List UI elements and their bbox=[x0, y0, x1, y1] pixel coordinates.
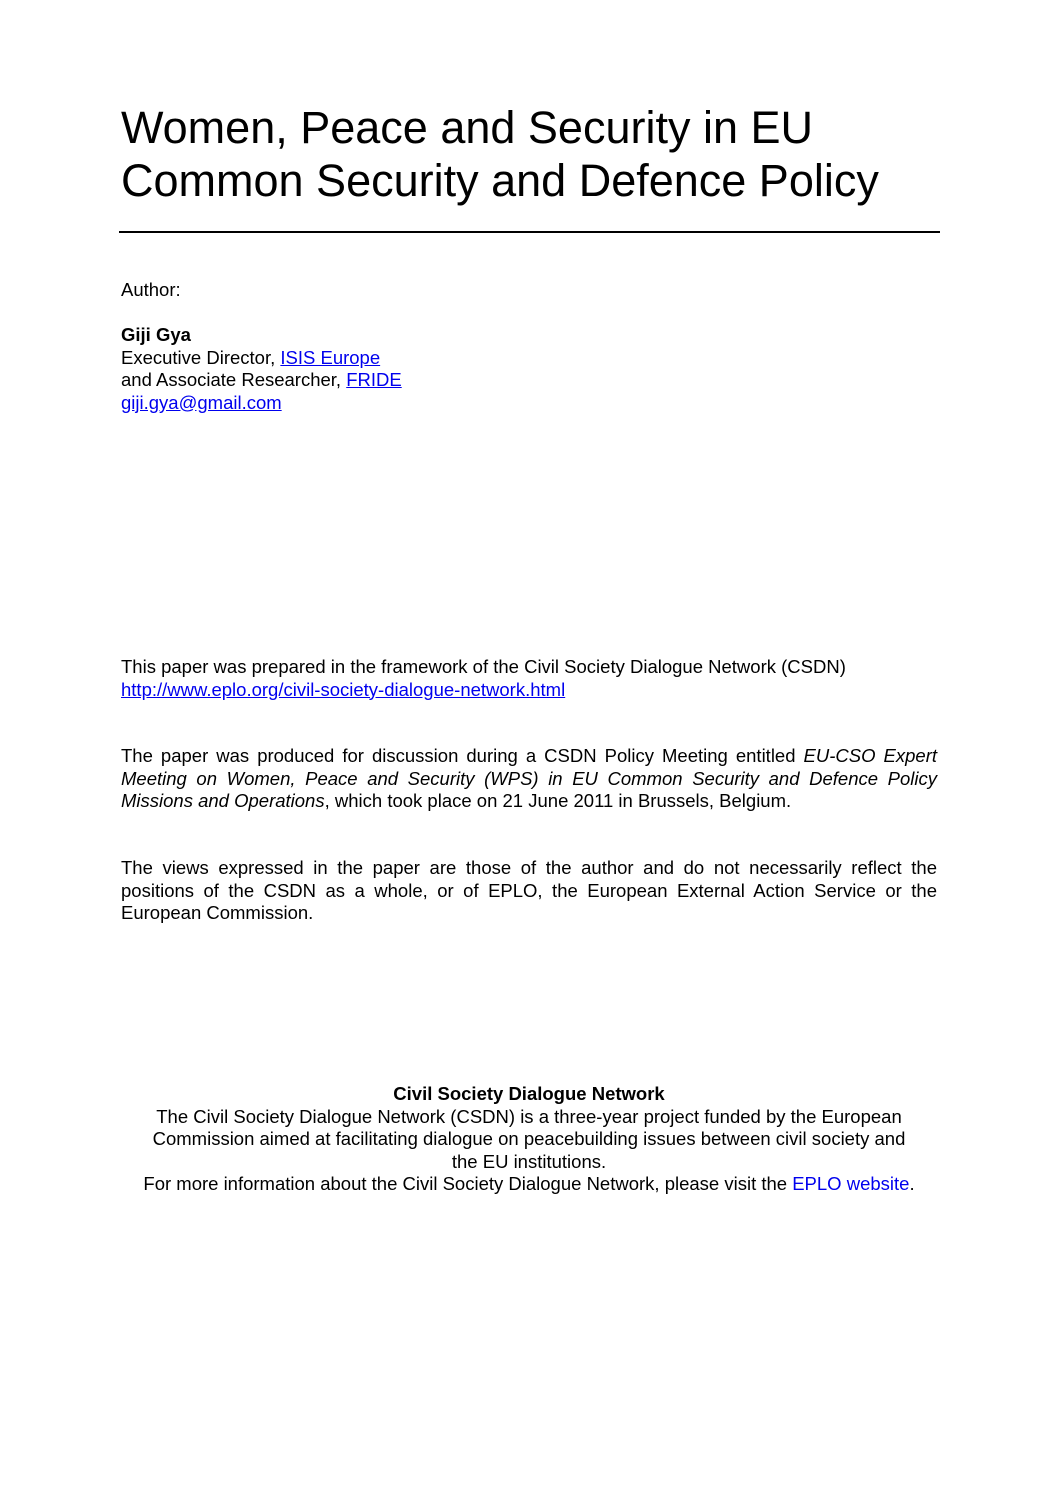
meeting-text-before: The paper was produced for discussion during a CSDN Policy Meeting entitled bbox=[121, 745, 804, 766]
author-role-2 bbox=[121, 369, 937, 392]
title-line-2: Common Security and Defence Policy bbox=[121, 155, 879, 206]
author-block bbox=[121, 324, 937, 414]
csdn-heading: Civil Society Dialogue Network bbox=[393, 1083, 665, 1104]
author-role-1-prefix: Executive Director, bbox=[121, 346, 281, 368]
eplo-website-link[interactable]: EPLO website bbox=[792, 1173, 910, 1194]
fride-link[interactable]: FRIDE bbox=[346, 369, 402, 390]
csdn-line-3: the EU institutions. bbox=[451, 1150, 607, 1172]
csdn-info-box bbox=[110, 1083, 948, 1196]
author-email-link[interactable]: giji.gya@gmail.com bbox=[121, 391, 282, 413]
disclaimer-paragraph: The views expressed in the paper are those of the author and do not necessarily reflect the positions of the CSDN as a whole, or of EPLO, the European External Action Service or the European Commission. bbox=[121, 857, 937, 923]
author-name: Giji Gya bbox=[121, 324, 191, 345]
title-line-1: Women, Peace and Security in EU bbox=[121, 102, 814, 153]
meeting-title: EU-CSO Expert Meeting on Women, Peace and Security (WPS) in EU Common Security and Defence Policy Missions and Operations bbox=[121, 745, 937, 811]
author-role-1 bbox=[121, 347, 937, 370]
isis-europe-link[interactable]: ISIS Europe bbox=[280, 346, 381, 368]
author-label: Author: bbox=[121, 279, 181, 300]
csdn-more-info bbox=[110, 1173, 948, 1196]
csdn-more-suffix: . bbox=[909, 1173, 915, 1194]
meeting-paragraph bbox=[121, 745, 937, 813]
meeting-text-after: , which took place on 21 June 2011 in Brussels, Belgium. bbox=[324, 790, 792, 811]
csdn-line-2: Commission aimed at facilitating dialogue on peacebuilding issues between civil society and bbox=[152, 1128, 906, 1149]
csdn-url-link[interactable]: http://www.eplo.org/civil-society-dialogue-network.html bbox=[121, 678, 566, 700]
title-divider bbox=[119, 231, 940, 233]
framework-text: This paper was prepared in the framework of the Civil Society Dialogue Network (CSDN) bbox=[121, 656, 846, 677]
author-role-2-prefix: and Associate Researcher, bbox=[121, 369, 347, 390]
document-title bbox=[121, 101, 941, 207]
csdn-more-prefix: For more information about the Civil Society Dialogue Network, please visit the bbox=[143, 1173, 793, 1194]
author-email-line bbox=[121, 392, 937, 415]
framework-url-line bbox=[121, 679, 937, 702]
framework-paragraph bbox=[121, 656, 937, 701]
csdn-line-1: The Civil Society Dialogue Network (CSDN) is a three-year project funded by the European bbox=[156, 1105, 902, 1127]
